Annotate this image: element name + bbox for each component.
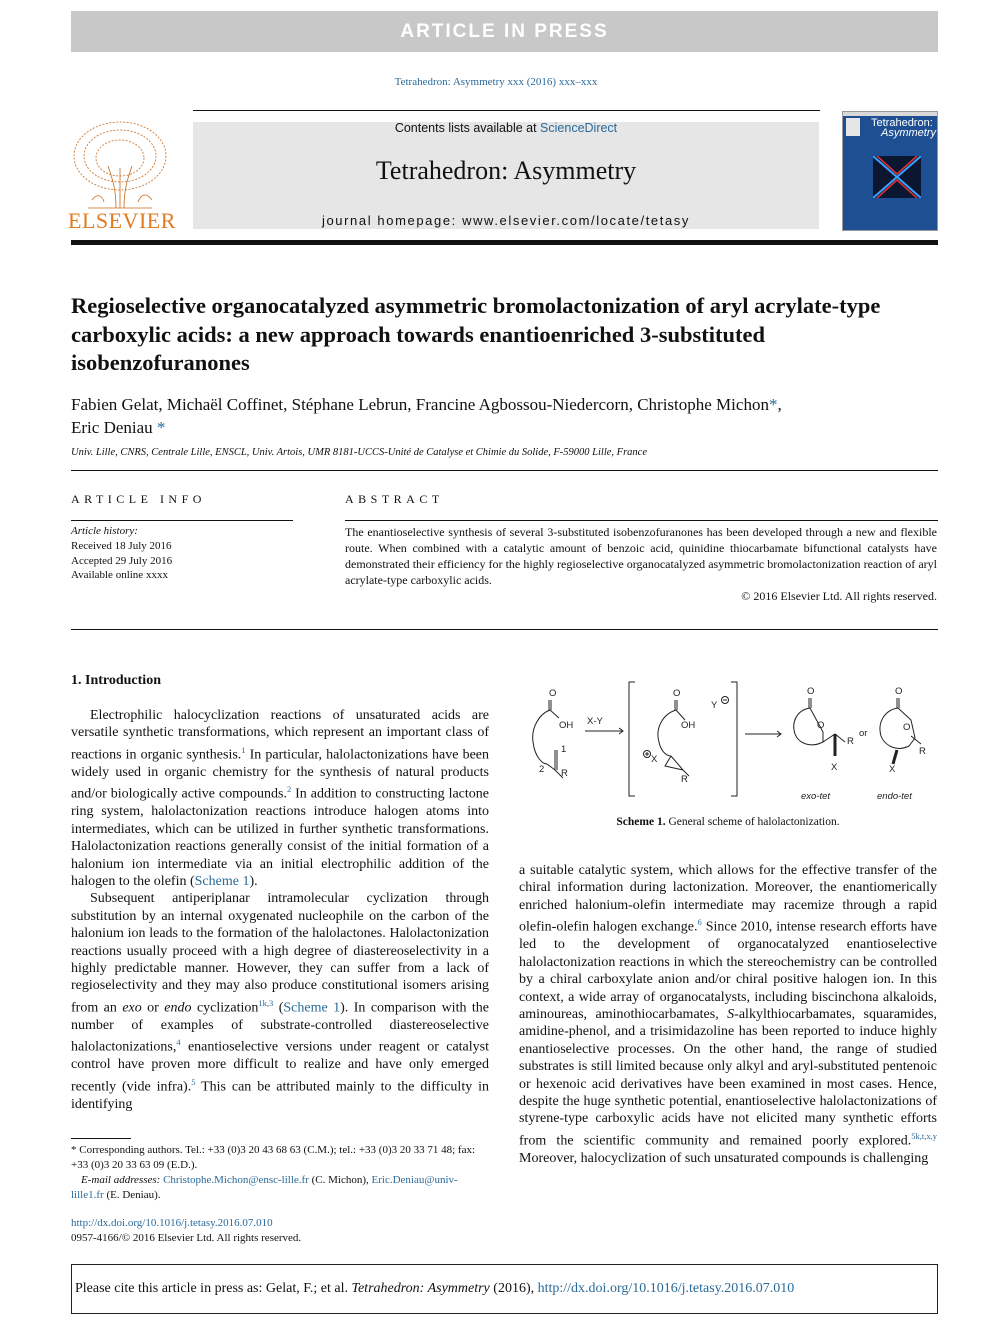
rule-after-affiliation [71,470,938,471]
ref-5k-t-x-y[interactable]: 5k,t,x,y [911,1130,937,1141]
svg-text:O: O [895,686,903,697]
cover-title-line1: Tetrahedron: [871,117,933,129]
article-history [71,524,172,583]
author-list: Fabien Gelat, Michaël Coffinet, Stéphane Lebrun, Francine Agbossou-Niedercorn, Christophe Michon*, Eric Deniau * [71,395,782,437]
intro-paragraph-2: Subsequent antiperiplanar intramolecular cyclization through substitution by an internal oxygenated nucleophile on the carbon of the halonium ion leads to the formation of the halolactones. Halolactonization reactions usually proceed with a high degree of diastereoselectivity in a highly predictable manner. However, they can suffer from a lack of regioselectivity and they may also produce constitutional isomers arising from an exo or endo cyclization$^{1k,3}$ (Scheme 1). In comparison with the number of examples of substrate-controlled diastereoselective halolactonizations,$^4$ enantioselective versions under reagent or catalyst control have proven more difficult to realize and have only emerged recently (vide infra).$^5$ This can be attributed mainly to the difficulty in identifying [71,891,490,1112]
ref-6[interactable]: 6 [697,917,702,928]
intro-right-column: a suitable catalytic system, which allows for the effective transfer of the chiral information during lactonization. Moreover, the enantiomerically enriched halonium-olefin intermediate may racemize through a rapid olefin-olefin halogen exchange.$^6$ Since 2010, intense research efforts have led to the development of organocatalyzed enantioselective halolactonization reactions in which the stereochemistry can be controlled by a chiral carboxylate anion and/or chiral positive halogen ion. In this context, a wide array of organocatalysts, including biscinchona alkaloids, aminoureas, aminothiocarbamates, S-alkylthiocarbamates, squaramides, amidine-phenol, and a trisimidazoline has been reported to induce highly enantioselective processes. On the other hand, the range of studied substrates is still limited because only alkyl and aryl-substituted pentenoic or hexenoic acid derivatives have been examined in most cases. Hence, despite the huge synthetic potential, enantioselective halolactonizations of styrene-type carboxylic acids have not elicited many synthetic efforts from the scientific community and remained poorly explored.$^{5k,t,x,y}$ Moreover, halocyclization of such unsaturated compounds is challenging [519,863,937,1166]
svg-text:O: O [549,688,557,699]
scheme-1-figure [519,672,939,812]
issn-copyright: 0957-4166/© 2016 Elsevier Ltd. All rights reserved. [71,1232,302,1244]
journal-title: Tetrahedron: Asymmetry [375,156,637,185]
svg-text:R: R [847,736,854,747]
elsevier-wordmark: ELSEVIER [68,208,176,233]
journal-cover-image [842,111,938,231]
sciencedirect-link[interactable]: ScienceDirect [540,121,618,135]
email-deniau-link[interactable]: Eric.Deniau@univ-lille1.fr [71,1174,458,1201]
abstract-rule [345,520,938,521]
intro-heading: 1. Introduction [71,673,161,688]
article-info-heading: ARTICLE INFO [71,492,206,506]
journal-homepage[interactable]: journal homepage: www.elsevier.com/locate/tetasy [321,213,690,228]
svg-text:X: X [831,762,838,773]
cite-doi-link[interactable]: http://dx.doi.org/10.1016/j.tetasy.2016.07.010 [537,1281,795,1296]
article-title: Regioselective organocatalyzed asymmetric bromolactonization of aryl acrylate-type carboxylic acids: a new approach towards enantioenriched 3-substituted isobenzofuranones [71,293,881,375]
elsevier-logo [68,118,176,233]
reagent-label: X-Y [587,716,603,727]
svg-text:O: O [817,720,825,731]
abstract-text: The enantioselective synthesis of several 3-substituted isobenzofuranones has been developed through a new and flexible route. When combined with a catalytic amount of benzoic acid, quinidine thiocarbamate bifunctional catalysts have demonstrated their efficiency for the highly regioselective organocatalyzed asymmetric bromolactonization reaction of aryl acrylate-type carboxylic acids. © 2016 Elsevier Ltd. All rights reserved. [345,525,937,603]
journal-citation-top[interactable]: Tetrahedron: Asymmetry xxx (2016) xxx–xxx [394,76,598,88]
abstract-copyright: © 2016 Elsevier Ltd. All rights reserved. [741,589,937,603]
contents-line: Contents lists available at ScienceDirect [394,121,618,135]
doi-link[interactable]: http://dx.doi.org/10.1016/j.tetasy.2016.07.010 [71,1217,273,1229]
svg-text:Y: Y [711,700,718,711]
history-label: Article history: [71,525,138,537]
header-thick-rule [71,240,938,245]
svg-text:O: O [807,686,815,697]
svg-text:or: or [859,728,868,739]
online-date: Available online xxxx [71,569,168,582]
svg-text:OH: OH [559,720,574,731]
rule-after-abstract [71,629,938,630]
ref-1[interactable]: 1 [241,744,246,755]
ref-4[interactable]: 4 [176,1037,181,1048]
cover-graphic-icon [873,156,921,198]
intro-paragraph-1: Electrophilic halocyclization reactions of unsaturated acids are versatile synthetic transformations, which represent an important class of reactions in organic synthesis.$^1$ In particular, halolactonizations have been widely used in organic chemistry for the synthesis of natural products and/or biologically active compounds.$^2$ In addition to constructing lactone ring system, halolactonization reactions introduce halogen atoms into intermediates, which can be utilized in further synthetic transformations. Halolactonization reactions generally consist of the initial formation of a halonium ion intermediate via an initial electrophilic addition of the halogen to the olefin (Scheme 1). [71,708,489,889]
exo-tet-label: exo-tet [801,791,831,802]
svg-text:R: R [561,768,568,779]
authors-line2: Eric Deniau [71,418,153,437]
please-cite-box: Please cite this article in press as: Gelat, F.; et al. Tetrahedron: Asymmetry (2016), http://dx.doi.org/10.1016/j.tetasy.2016.07.010 [71,1264,938,1314]
svg-text:O: O [903,722,911,733]
svg-text:R: R [681,774,688,785]
svg-text:OH: OH [681,720,696,731]
footnote-rule [71,1138,131,1139]
doi-block [71,1216,301,1246]
corresponding-footnote: * Corresponding authors. Tel.: +33 (0)3 20 43 68 63 (C.M.); tel.: +33 (0)3 20 33 71 48; fax: +33 (0)3 20 33 63 09 (E.D.). [71,1144,476,1171]
corresponding-star[interactable]: * [156,418,166,437]
ref-2[interactable]: 2 [286,784,292,795]
article-info-rule [71,520,293,521]
header-rule [193,110,820,111]
svg-text:1: 1 [561,744,567,755]
corresponding-star[interactable]: * [768,395,778,414]
scheme-1-link[interactable]: Scheme 1 [283,1000,341,1016]
accepted-date: Accepted 29 July 2016 [71,554,173,567]
svg-text:X: X [651,754,658,765]
endo-tet-label: endo-tet [877,791,912,802]
scheme-1-link[interactable]: Scheme 1 [194,873,250,889]
received-date: Received 18 July 2016 [71,539,172,552]
svg-text:R: R [919,746,926,757]
intro-left-column [71,707,489,1113]
abstract-heading: ABSTRACT [345,492,444,506]
article-in-press-banner: ARTICLE IN PRESS [71,11,938,52]
svg-text:2: 2 [539,764,545,775]
authors-line1: Fabien Gelat, Michaël Coffinet, Stéphane Lebrun, Francine Agbossou-Niedercorn, Christophe Michon [71,395,769,414]
svg-text:X: X [889,764,896,775]
scheme-1-caption: Scheme 1. General scheme of halolactonization. [616,816,840,828]
halolactonization-scheme-icon [519,672,939,812]
ref-1k-3[interactable]: 1k,3 [258,997,274,1008]
email-michon-link[interactable]: Christophe.Michon@ensc-lille.fr [163,1174,309,1186]
cover-title-line2: Asymmetry [881,127,936,139]
ref-5[interactable]: 5 [191,1076,196,1087]
affiliation: Univ. Lille, CNRS, Centrale Lille, ENSCL, Univ. Artois, UMR 8181-UCCS-Unité de Catalyse et Chimie du Solide, F-59000 Lille, France [71,447,647,458]
svg-text:O: O [673,688,681,699]
footnotes: * Corresponding authors. Tel.: +33 (0)3 20 43 68 63 (C.M.); tel.: +33 (0)3 20 33 71 48; fax: +33 (0)3 20 33 63 09 (E.D.). E-mail addresses: Christophe.Michon@ensc-lille.fr (C. Michon), Eric.Deniau@univ-lille1.fr (E. Deniau). [71,1143,489,1203]
